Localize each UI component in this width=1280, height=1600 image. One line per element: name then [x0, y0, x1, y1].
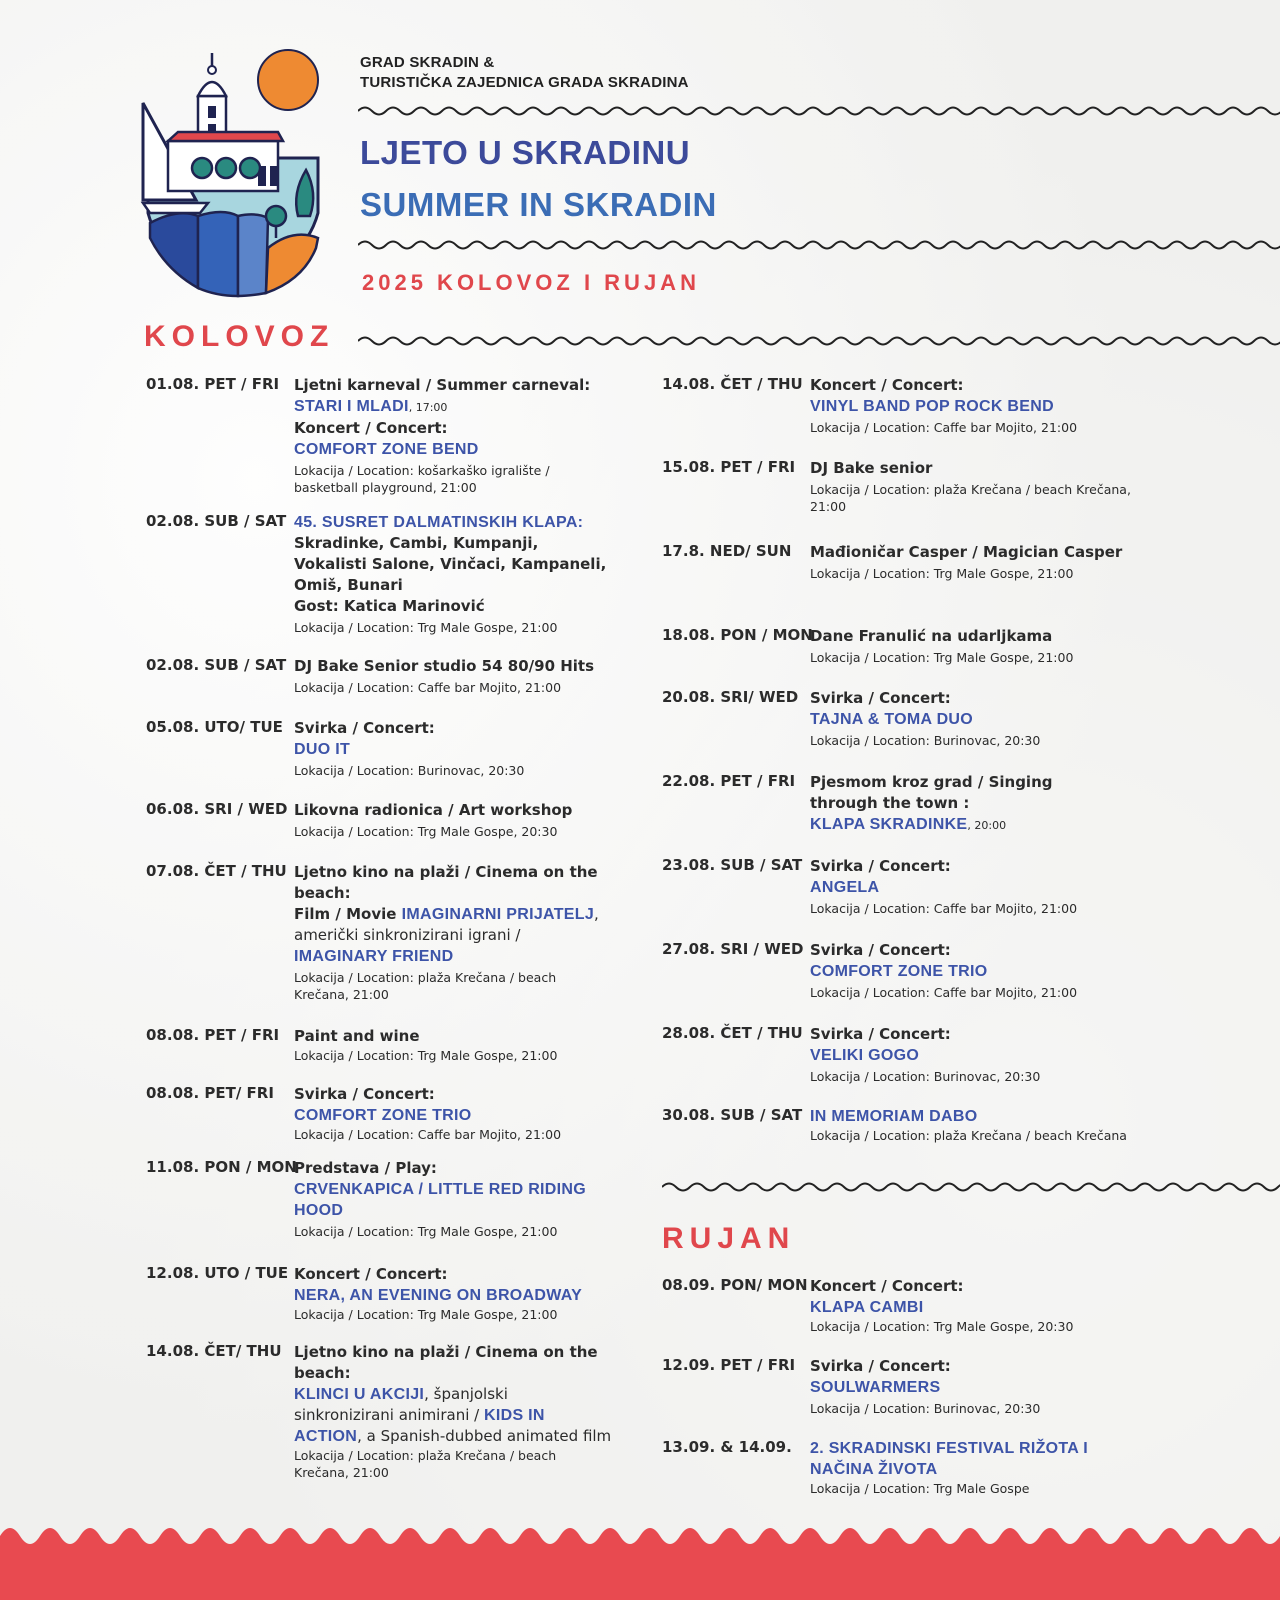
event-location: Lokacija / Location: košarkaško igralište / basketball playground, 21:00	[294, 463, 550, 495]
title-english: SUMMER IN SKRADIN	[360, 186, 717, 223]
event-location: Lokacija / Location: Burinovac, 20:30	[810, 1069, 1041, 1084]
event-highlight: ANGELA	[810, 879, 880, 896]
month-heading-august: KOLOVOZ	[144, 320, 335, 353]
event-body	[294, 656, 612, 696]
event-title: Ljetni karneval / Summer carneval:	[294, 376, 591, 394]
event-title: Svirka / Concert:	[810, 857, 951, 875]
event-highlight: VELIKI GOGO	[810, 1047, 920, 1064]
event-body	[810, 458, 1140, 515]
event-date: 08.09. PON/ MON	[662, 1276, 808, 1294]
header-wave-bottom	[358, 238, 1280, 252]
event-title: DJ Bake Senior studio 54 80/90 Hits	[294, 657, 595, 675]
event-body	[810, 688, 1140, 749]
event-title: Pjesmom kroz grad / Singing through the town :	[810, 773, 1053, 812]
event-location: Lokacija / Location: plaža Krečana / beach Krečana, 21:00	[810, 482, 1131, 514]
event-date: 08.08. PET/ FRI	[146, 1084, 274, 1102]
event-punct: ,	[594, 905, 599, 923]
event-date: 28.08. ČET / THU	[662, 1024, 803, 1042]
event-body	[294, 1264, 612, 1323]
event-highlight-2: COMFORT ZONE BEND	[294, 441, 479, 458]
event-highlight: NERA, AN EVENING ON BROADWAY	[294, 1287, 583, 1304]
event-subtitle: Koncert / Concert:	[294, 419, 448, 437]
event-date: 14.08. ČET / THU	[662, 375, 803, 393]
event-title: Mađioničar Casper / Magician Casper	[810, 543, 1123, 561]
event-date: 07.08. ČET / THU	[146, 862, 287, 880]
organizer-line-1: GRAD SKRADIN &	[360, 54, 495, 71]
header-wave-top	[358, 104, 1280, 118]
event-highlight-2: KIDS IN ACTION	[294, 1407, 545, 1445]
event-date: 27.08. SRI / WED	[662, 940, 804, 958]
event-location: Lokacija / Location: plaža Krečana / beach Krečana, 21:00	[294, 1448, 557, 1480]
event-body	[810, 1024, 1140, 1085]
event-title: Svirka / Concert:	[810, 1025, 951, 1043]
event-highlight: IN MEMORIAM DABO	[810, 1108, 978, 1125]
event-location: Lokacija / Location: Trg Male Gospe, 21:00	[810, 566, 1074, 581]
month-heading-september: RUJAN	[662, 1222, 796, 1255]
event-body	[810, 626, 1140, 666]
event-title: Likovna radionica / Art workshop	[294, 801, 573, 819]
bottom-red-wave-band	[0, 1520, 1280, 1600]
event-location: Lokacija / Location: Trg Male Gospe, 20:30	[294, 824, 558, 839]
event-body	[294, 718, 612, 779]
event-body	[810, 856, 1140, 917]
event-highlight: TAJNA & TOMA DUO	[810, 711, 974, 728]
event-date: 13.09. & 14.09.	[662, 1438, 792, 1456]
event-body	[810, 1106, 1140, 1144]
event-body	[810, 1438, 1140, 1497]
event-location: Lokacija / Location: Trg Male Gospe, 20:30	[810, 1319, 1074, 1334]
event-location: Lokacija / Location: Caffe bar Mojito, 21:00	[810, 420, 1078, 435]
event-title: Koncert / Concert:	[810, 1277, 964, 1295]
event-date: 12.09. PET / FRI	[662, 1356, 796, 1374]
event-location: Lokacija / Location: Trg Male Gospe, 21:00	[294, 1048, 558, 1063]
event-body	[810, 940, 1140, 1001]
event-title: Koncert / Concert:	[294, 1265, 448, 1283]
event-location: Lokacija / Location: Burinovac, 20:30	[810, 733, 1041, 748]
event-separator: /	[413, 1181, 429, 1198]
event-highlight: CRVENKAPICA	[294, 1181, 414, 1198]
event-location: Lokacija / Location: Burinovac, 20:30	[294, 763, 525, 778]
september-wave	[662, 1180, 1280, 1194]
event-highlight-2: LITTLE RED RIDING HOOD	[294, 1181, 586, 1219]
title-croatian: LJETO U SKRADINU	[360, 134, 691, 171]
event-location: Lokacija / Location: Caffe bar Mojito, 21:00	[810, 901, 1078, 916]
event-date: 14.08. ČET/ THU	[146, 1342, 282, 1360]
event-date: 23.08. SUB / SAT	[662, 856, 803, 874]
event-time: , 17:00	[408, 401, 448, 414]
event-date: 11.08. PON / MON	[146, 1158, 297, 1176]
event-highlight: VINYL BAND POP ROCK BEND	[810, 398, 1054, 415]
event-body	[810, 1276, 1140, 1335]
subtitle-dates: 2025 KOLOVOZ I RUJAN	[362, 270, 700, 295]
event-guest: Gost: Katica Marinović	[294, 597, 485, 615]
event-label: Film / Movie	[294, 905, 402, 923]
august-wave	[358, 334, 1280, 348]
event-date: 22.08. PET / FRI	[662, 772, 796, 790]
event-highlight: COMFORT ZONE TRIO	[810, 963, 988, 980]
event-title: Svirka / Concert:	[810, 689, 951, 707]
event-date: 05.08. UTO/ TUE	[146, 718, 283, 736]
event-body	[810, 772, 1140, 836]
event-title: Ljetno kino na plaži / Cinema on the beach:	[294, 863, 598, 902]
event-title: Svirka / Concert:	[810, 1357, 951, 1375]
event-date: 20.08. SRI/ WED	[662, 688, 799, 706]
event-location: Lokacija / Location: plaža Krečana / beach Krečana, 21:00	[294, 970, 557, 1002]
event-date: 08.08. PET / FRI	[146, 1026, 280, 1044]
event-location: Lokacija / Location: Trg Male Gospe, 21:00	[294, 1224, 558, 1239]
event-title: DJ Bake senior	[810, 459, 933, 477]
event-title: Paint and wine	[294, 1027, 420, 1045]
event-date: 01.08. PET / FRI	[146, 375, 280, 393]
event-description: , španjolski sinkronizirani animirani /	[294, 1385, 508, 1424]
event-highlight-2: IMAGINARY FRIEND	[294, 948, 454, 965]
event-highlight: KLAPA SKRADINKE	[810, 816, 968, 833]
event-highlight: 2. SKRADINSKI FESTIVAL RIŽOTA I NAČINA ŽIVOTA	[810, 1440, 1089, 1478]
event-date: 06.08. SRI / WED	[146, 800, 288, 818]
event-description-2: , a Spanish-dubbed animated film	[357, 1427, 612, 1445]
event-title: Svirka / Concert:	[810, 941, 951, 959]
event-performers: Skradinke, Cambi, Kumpanji, Vokalisti Salone, Vinčaci, Kampaneli, Omiš, Bunari	[294, 534, 607, 594]
event-body	[810, 375, 1140, 436]
event-body	[294, 862, 612, 1003]
event-body	[294, 375, 612, 496]
event-highlight: COMFORT ZONE TRIO	[294, 1107, 472, 1124]
event-description: američki sinkronizirani igrani /	[294, 926, 521, 944]
event-body	[810, 542, 1140, 582]
event-title: Koncert / Concert:	[810, 376, 964, 394]
event-location: Lokacija / Location: plaža Krečana / beach Krečana	[810, 1128, 1127, 1143]
event-title: Svirka / Concert:	[294, 719, 435, 737]
event-highlight: IMAGINARNI PRIJATELJ	[401, 906, 595, 923]
event-location: Lokacija / Location: Trg Male Gospe, 21:00	[294, 620, 558, 635]
event-location: Lokacija / Location: Trg Male Gospe	[810, 1481, 1030, 1496]
event-body	[294, 1026, 612, 1064]
event-body	[294, 800, 612, 840]
event-highlight: 45. SUSRET DALMATINSKIH KLAPA:	[294, 514, 584, 531]
event-location: Lokacija / Location: Trg Male Gospe, 21:00	[810, 650, 1074, 665]
event-body	[294, 1158, 612, 1240]
event-highlight: SOULWARMERS	[810, 1379, 941, 1396]
event-body	[294, 1084, 612, 1143]
event-title: Svirka / Concert:	[294, 1085, 435, 1103]
event-location: Lokacija / Location: Caffe bar Mojito, 21:00	[294, 680, 562, 695]
event-title: Predstava / Play:	[294, 1159, 437, 1177]
event-date: 15.08. PET / FRI	[662, 458, 796, 476]
organizer-text	[360, 53, 689, 93]
event-date: 18.08. PON / MON	[662, 626, 813, 644]
event-highlight: KLAPA CAMBI	[810, 1299, 924, 1316]
event-date: 17.8. NED/ SUN	[662, 542, 792, 560]
event-date: 02.08. SUB / SAT	[146, 656, 287, 674]
event-title: Dane Franulić na udarljkama	[810, 627, 1053, 645]
skradin-logo	[138, 48, 328, 298]
event-title: Ljetno kino na plaži / Cinema on the beach:	[294, 1343, 598, 1382]
event-date: 02.08. SUB / SAT	[146, 512, 287, 530]
event-date: 12.08. UTO / TUE	[146, 1264, 289, 1282]
event-location: Lokacija / Location: Caffe bar Mojito, 21:00	[294, 1127, 562, 1142]
event-location: Lokacija / Location: Caffe bar Mojito, 21:00	[810, 985, 1078, 1000]
event-body	[294, 512, 612, 636]
event-time: , 20:00	[967, 819, 1007, 832]
event-location: Lokacija / Location: Burinovac, 20:30	[810, 1401, 1041, 1416]
event-body	[294, 1342, 612, 1481]
event-location: Lokacija / Location: Trg Male Gospe, 21:00	[294, 1307, 558, 1322]
event-highlight: DUO IT	[294, 741, 351, 758]
event-date: 30.08. SUB / SAT	[662, 1106, 803, 1124]
event-highlight: STARI I MLADI	[294, 398, 409, 415]
event-highlight: KLINCI U AKCIJI	[294, 1386, 425, 1403]
organizer-line-2: TURISTIČKA ZAJEDNICA GRADA SKRADINA	[360, 74, 689, 91]
event-body	[810, 1356, 1140, 1417]
